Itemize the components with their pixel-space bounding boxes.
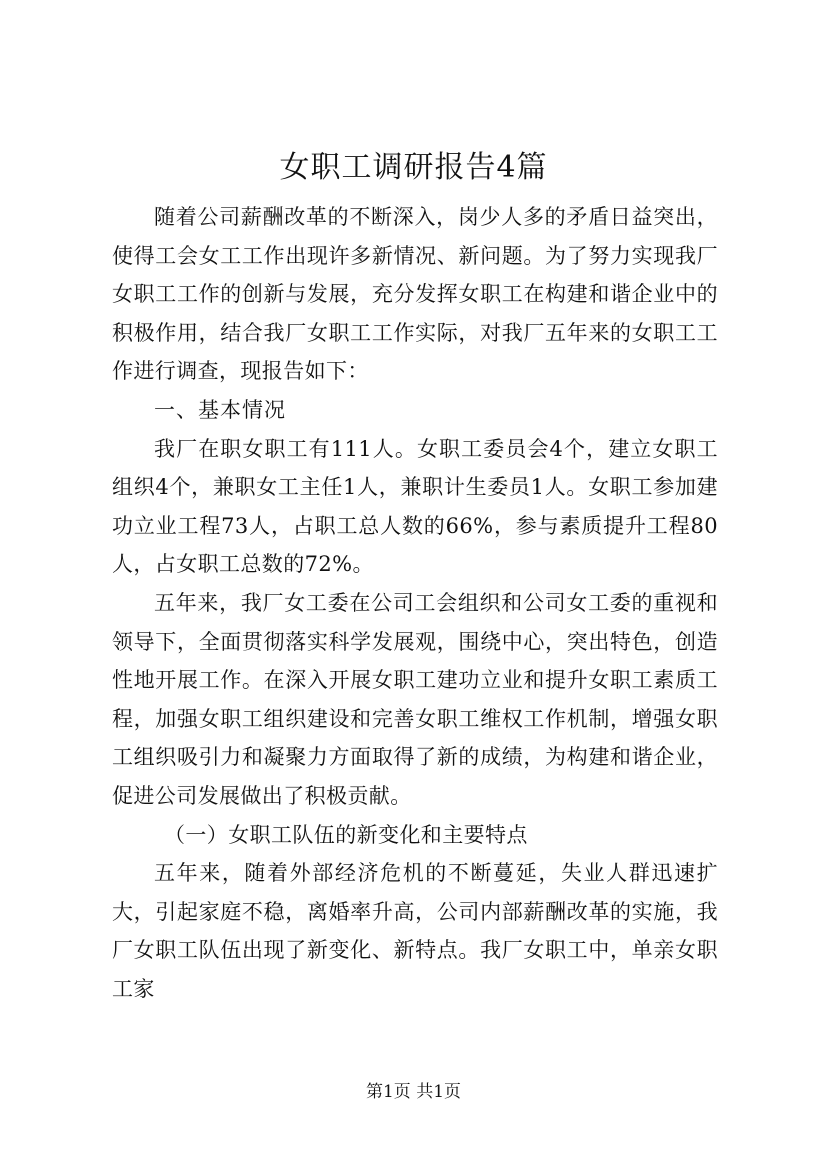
section-heading-basic-situation: 一、基本情况 [154, 397, 286, 422]
page-number-footer: 第1页 共1页 [365, 1082, 462, 1102]
basic-situation-paragraph: 我厂在职女职工有111人。女职工委员会4个，建立女职工组织4个，兼职女工主任1人，兼职计生委员1人。女职工参加建功立业工程73人，占职工总人数的66%，参与素质提升工程80人，占女职工总数的72%。 [112, 436, 718, 577]
five-years-paragraph: 五年来，我厂女工委在公司工会组织和公司女工委的重视和领导下，全面贯彻落实科学发展观，围绕中心，突出特色，创造性地开展工作。在深入开展女职工建功立业和提升女职工素质工程，加强女职工组织建设和完善女职工维权工作机制，增强女职工组织吸引力和凝聚力方面取得了新的成绩，为构建和谐企业，促进公司发展做出了积极贡献。 [112, 590, 718, 808]
subsection-heading-changes: （一）女职工队伍的新变化和主要特点 [164, 822, 528, 847]
intro-paragraph: 随着公司薪酬改革的不断深入，岗少人多的矛盾日益突出，使得工会女工工作出现许多新情况、新问题。为了努力实现我厂女职工工作的创新与发展，充分发挥女职工在构建和谐企业中的积极作用，结合我厂女职工工作实际，对我厂五年来的女职工工作进行调查，现报告如下： [112, 205, 718, 384]
changes-paragraph: 五年来，随着外部经济危机的不断蔓延，失业人群迅速扩大，引起家庭不稳，离婚率升高，公司内部薪酬改革的实施，我厂女职工队伍出现了新变化、新特点。我厂女职工中，单亲女职工家 [112, 861, 718, 1001]
document-title: 女职工调研报告4篇 [279, 150, 548, 185]
document-body [112, 198, 718, 1008]
